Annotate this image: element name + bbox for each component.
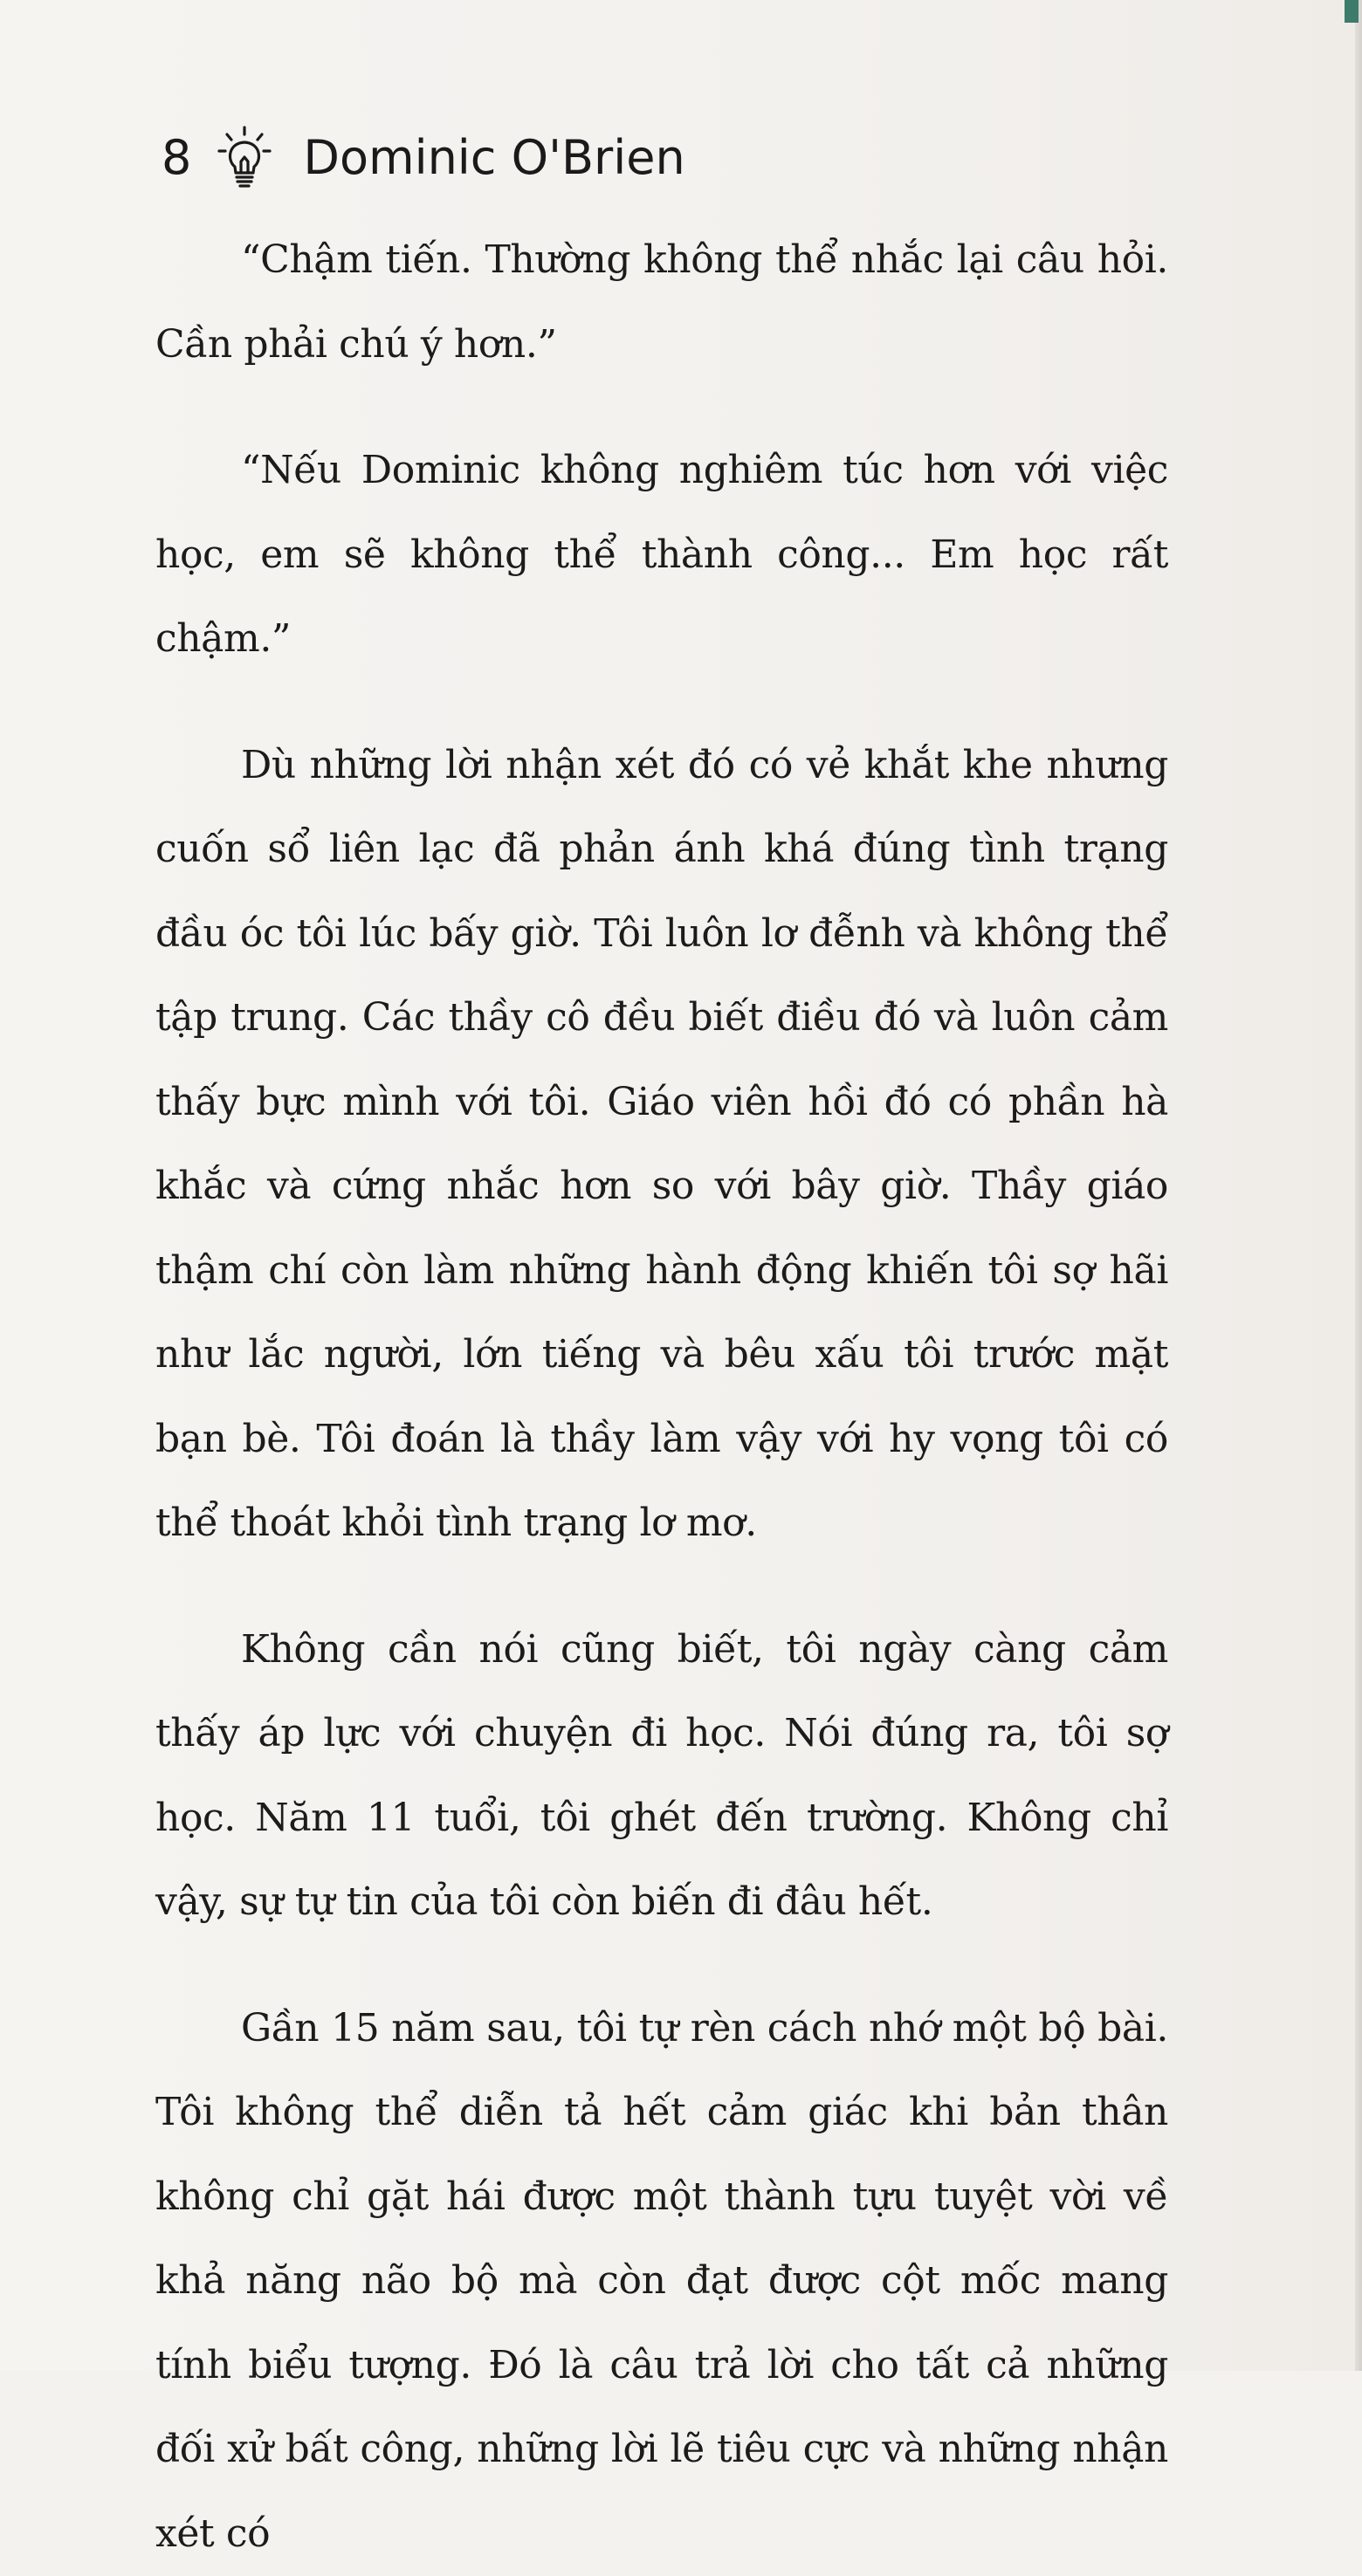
corner-marker xyxy=(1345,0,1359,23)
paragraph: Không cần nói cũng biết, tôi ngày càng cảm thấy áp lực với chuyện đi học. Nói đúng ra, tôi sợ học. Năm 11 tuổi, tôi ghét đến trường. Không chỉ vậy, sự tự tin của tôi còn biến đi đâu hết. xyxy=(155,1608,1168,1945)
page-edge xyxy=(1355,0,1362,2371)
paragraph: Gần 15 năm sau, tôi tự rèn cách nhớ một bộ bài. Tôi không thể diễn tả hết cảm giác khi bản thân không chỉ gặt hái được một thành tựu tuyệt vời về khả năng não bộ mà còn đạt được cột mốc mang tính biểu tượng. Đó là câu trả lời cho tất cả những đối xử bất công, những lời lẽ tiêu cực và những nhận xét có xyxy=(155,1987,1168,2576)
author-name: Dominic O'Brien xyxy=(303,130,684,185)
lightbulb-icon xyxy=(216,125,273,189)
running-header xyxy=(162,122,685,192)
paragraph: “Chậm tiến. Thường không thể nhắc lại câu hỏi. Cần phải chú ý hơn.” xyxy=(155,218,1168,387)
paragraph: “Nếu Dominic không nghiêm túc hơn với việc học, em sẽ không thể thành công... Em học rất chậm.” xyxy=(155,429,1168,682)
page-number: 8 xyxy=(162,130,191,185)
paragraph: Dù những lời nhận xét đó có vẻ khắt khe nhưng cuốn sổ liên lạc đã phản ánh khá đúng tình trạng đầu óc tôi lúc bấy giờ. Tôi luôn lơ đễnh và không thể tập trung. Các thầy cô đều biết điều đó và luôn cảm thấy bực mình với tôi. Giáo viên hồi đó có phần hà khắc và cứng nhắc hơn so với bây giờ. Thầy giáo thậm chí còn làm những hành động khiến tôi sợ hãi như lắc người, lớn tiếng và bêu xấu tôi trước mặt bạn bè. Tôi đoán là thầy làm vậy với hy vọng tôi có thể thoát khỏi tình trạng lơ mơ. xyxy=(155,724,1168,1566)
body-text xyxy=(155,218,1168,2576)
